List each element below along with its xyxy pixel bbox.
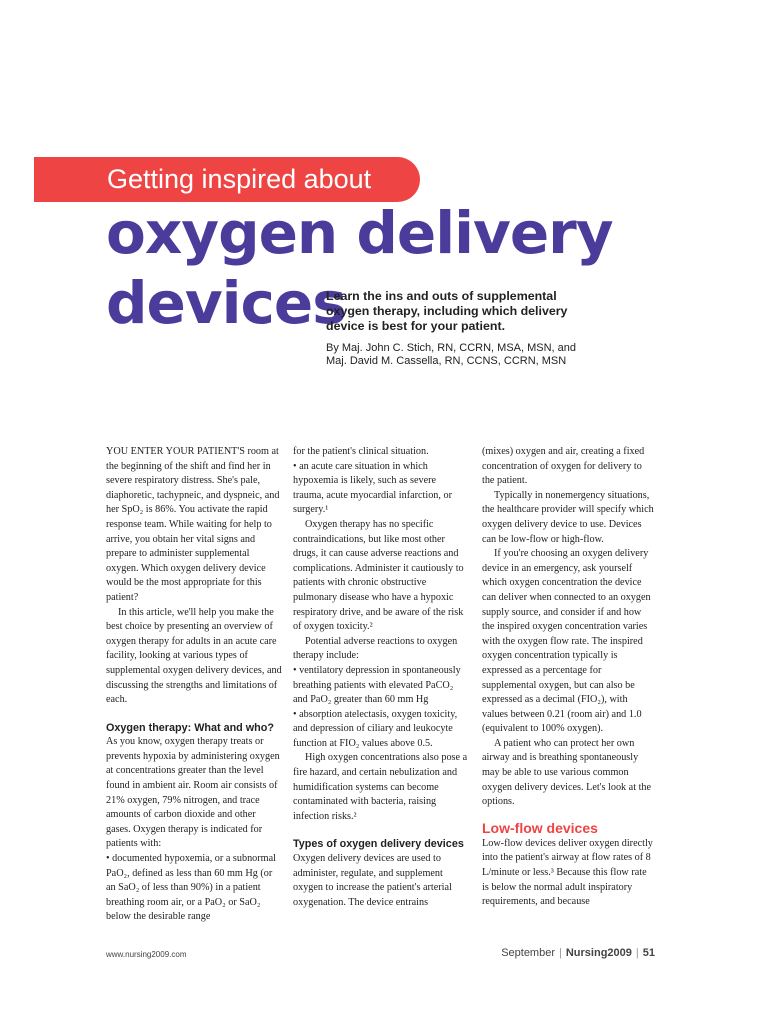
paragraph: As you know, oxygen therapy treats or prevents hypoxia by administering oxygen at concentrations greater than the level found in ambient air. Room air consists of 21% oxygen, 79% nitrogen, and trace amounts of carbon dioxide and other gases. Oxygen therapy is indicated for patients with: <box>106 736 280 850</box>
paragraph: High oxygen concentrations also pose a fire hazard, and certain nebulization and humidification systems can become contaminated with bacteria, raising infection risks.² <box>293 752 468 822</box>
paragraph: A patient who can protect her own airway and is breathing spontaneously may be able to use various common oxygen delivery devices. Let's look at the options. <box>482 737 652 808</box>
footer-url: www.nursing2009.com <box>106 950 187 959</box>
paragraph: Oxygen therapy has no specific contraindications, but like most other drugs, it can cause adverse reactions and complications. Administer it cautiously to patients with chronic obstructive pulmonary disease who have a hypoxic respiratory drive, and be aware of the risk of oxygen toxicity.² <box>293 518 464 633</box>
footer-journal: Nursing2009 <box>565 947 632 959</box>
footer-divider: | <box>559 947 562 959</box>
paragraph: for the patient's clinical situation. <box>293 446 429 457</box>
footer-month: September <box>501 947 555 959</box>
bullet-item: • absorption atelectasis, oxygen toxicity, and depression of ciliary and leukocyte function at FIO₂ values above 0.5. <box>293 708 458 749</box>
footer-divider: | <box>635 947 639 959</box>
kicker-text: Getting inspired about <box>107 164 372 194</box>
column-3 <box>482 445 654 910</box>
paragraph: Low-flow devices deliver oxygen directly into the patient's airway at flow rates of 8 L/minute or less.³ Because this flow rate is below the normal adult inspiratory requirements, and because <box>482 837 653 908</box>
footer-folio <box>501 947 655 959</box>
paragraph: YOU ENTER YOUR PATIENT'S room at the beginning of the shift and find her in severe respiratory distress. She's pale, diaphoretic, tachypneic, and dyspneic, and her SpO₂ is 86%. You activate the rapid response team. While waiting for help to arrive, you obtain her vital signs and prepare to administer supplemental oxygen. Which oxygen delivery device would be the most appropriate for this patient? <box>106 446 280 603</box>
bullet-item: • an acute care situation in which hypoxemia is likely, such as severe trauma, acute myocardial infarction, or surgery.¹ <box>293 460 452 516</box>
article-deck: Learn the ins and outs of supplemental oxygen therapy, including which delivery device is best for your patient. <box>326 289 568 333</box>
title-line-1: oxygen delivery <box>106 199 613 267</box>
bullet-item: • documented hypoxemia, or a subnormal PaO₂, defined as less than 60 mm Hg (or an SaO₂ of less than 90%) in a patient breathing room air, or a PaO₂ or SaO₂ below the desirable range <box>106 853 276 923</box>
section-heading: Types of oxygen delivery devices <box>293 838 464 851</box>
byline-line-2: Maj. David M. Cassella, RN, CCNS, CCRN, MSN <box>326 355 567 367</box>
column-2 <box>293 445 469 910</box>
section-heading: Oxygen therapy: What and who? <box>106 721 274 734</box>
paragraph: Potential adverse reactions to oxygen therapy include: <box>293 635 458 662</box>
title-line-2: devices <box>106 269 346 337</box>
paragraph: (mixes) oxygen and air, creating a fixed concentration of oxygen for delivery to the patient. <box>482 446 645 487</box>
paragraph: Oxygen delivery devices are used to administer, regulate, and supplement oxygen to increase the patient's arterial oxygenation. The device entrains <box>293 853 452 908</box>
paragraph: Typically in nonemergency situations, the healthcare provider will specify which oxygen delivery device to use. Devices can be low-flow or high-flow. <box>482 489 654 545</box>
column-1 <box>106 445 282 925</box>
paragraph: In this article, we'll help you make the best choice by presenting an overview of oxygen therapy for adults in an acute care facility, looking at various types of supplemental oxygen delivery devices, and discussing the strengths and limitations of each. <box>106 606 282 706</box>
byline <box>326 342 616 368</box>
kicker-banner <box>34 157 420 202</box>
section-heading: Low-flow devices <box>482 819 598 836</box>
footer-page-number: 51 <box>642 947 655 959</box>
byline-line-1: By Maj. John C. Stich, RN, CCRN, MSA, MSN, and <box>326 342 577 354</box>
paragraph: If you're choosing an oxygen delivery device in an emergency, ask yourself which oxygen concentration the device can deliver when connected to an oxygen supply source, and consider if and how the inspired oxygen concentration varies with the oxygen flow rate. The inspired oxygen concentration typically is expressed as a percentage for supplemental oxygen, but can also be expressed as a decimal (FIO₂), with values between 0.21 (room air) and 1.0 (equivalent to 100% oxygen). <box>482 548 651 735</box>
bullet-item: • ventilatory depression in spontaneously breathing patients with elevated PaCO₂ and PaO₂ greater than 60 mm Hg <box>293 664 461 706</box>
